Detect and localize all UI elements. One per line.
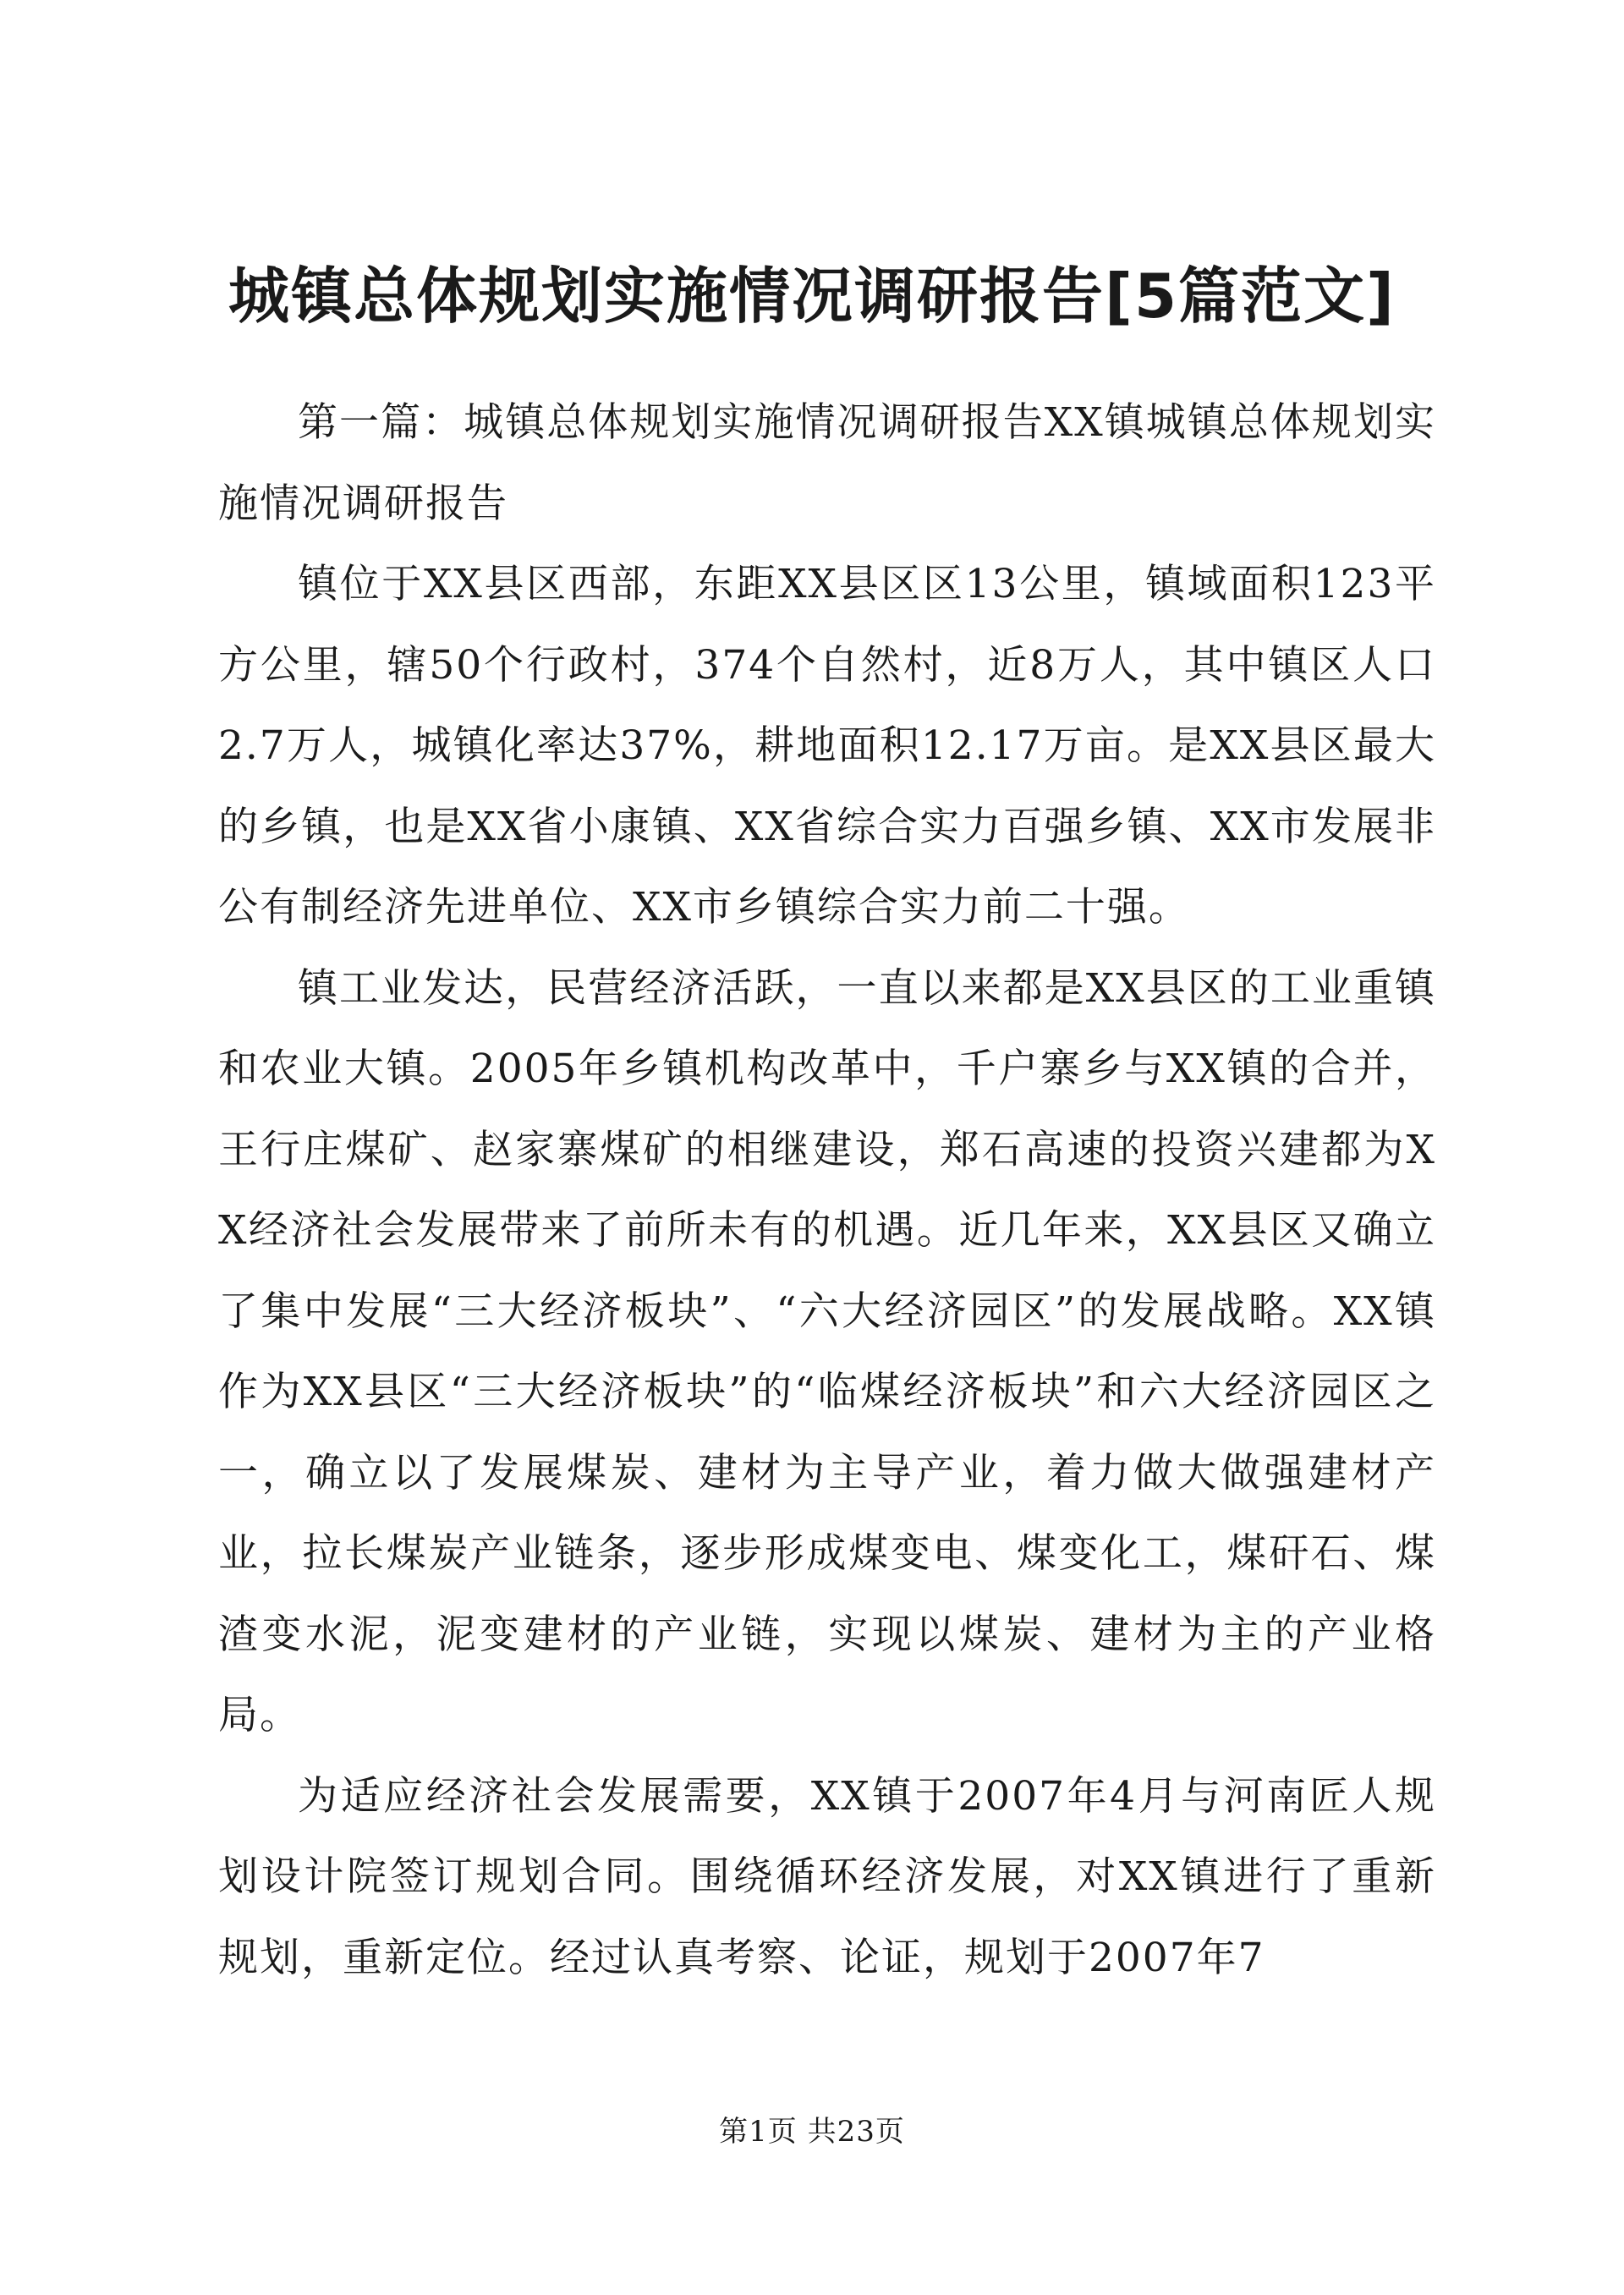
paragraph-planning: 为适应经济社会发展需要，XX镇于2007年4月与河南匠人规划设计院签订规划合同。围绕循环经济发展，对XX镇进行了重新规划，重新定位。经过认真考察、论证，规划于2007年7: [218, 1772, 1436, 1981]
document-body: [218, 382, 1436, 1998]
paragraph-heading: 第一篇：城镇总体规划实施情况调研报告XX镇城镇总体规划实施情况调研报告: [218, 399, 1436, 527]
paragraph-location: 镇位于XX县区西部，东距XX县区区13公里，镇域面积123平方公里，辖50个行政村，374个自然村，近8万人，其中镇区人口2.7万人，城镇化率达37%，耕地面积12.17万亩。是XX县区最大的乡镇，也是XX省小康镇、XX省综合实力百强乡镇、XX市发展非公有制经济先进单位、XX市乡镇综合实力前二十强。: [218, 561, 1436, 931]
page-number-footer: 第1页 共23页: [719, 2115, 905, 2149]
paragraph-industry: 镇工业发达，民营经济活跃，一直以来都是XX县区的工业重镇和农业大镇。2005年乡镇机构改革中，千户寨乡与XX镇的合并，王行庄煤矿、赵家寨煤矿的相继建设，郑石高速的投资兴建都为XX经济社会发展带来了前所未有的机遇。近几年来，XX县区又确立了集中发展“三大经济板块”、“六大经济园区”的发展战略。XX镇作为XX县区“三大经济板块”的“临煤经济板块”和六大经济园区之一，确立以了发展煤炭、建材为主导产业，着力做大做强建材产业，拉长煤炭产业链条，逐步形成煤变电、煤变化工，煤矸石、煤渣变水泥，泥变建材的产业链，实现以煤炭、建材为主的产业格局。: [218, 964, 1436, 1738]
document-title: 城镇总体规划实施情况调研报告[5篇范文]: [228, 261, 1396, 332]
